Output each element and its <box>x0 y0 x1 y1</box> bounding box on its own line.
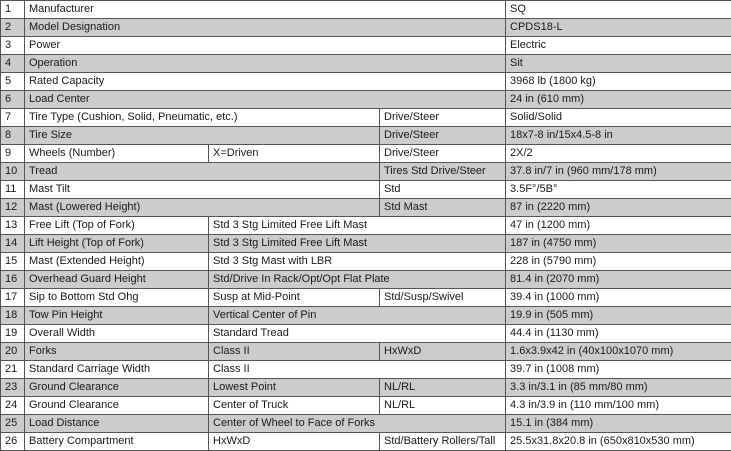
spec-value: 44.4 in (1130 mm) <box>506 325 731 343</box>
spec-label: Tread <box>25 163 380 181</box>
spec-qualifier: HxWxD <box>380 343 506 361</box>
spec-label: Operation <box>25 55 506 73</box>
spec-value: 2X/2 <box>506 145 731 163</box>
spec-label: Tow Pin Height <box>25 307 209 325</box>
row-number: 9 <box>1 145 25 163</box>
spec-condition: Susp at Mid-Point <box>209 289 380 307</box>
spec-qualifier: Std Mast <box>380 199 506 217</box>
table-row <box>1 55 731 73</box>
row-number: 18 <box>1 307 25 325</box>
row-number: 15 <box>1 253 25 271</box>
row-number: 8 <box>1 127 25 145</box>
row-number: 2 <box>1 19 25 37</box>
spec-value: 228 in (5790 mm) <box>506 253 731 271</box>
spec-label: Rated Capacity <box>25 73 506 91</box>
spec-table-body <box>1 1 731 451</box>
spec-value: 25.5x31.8x20.8 in (650x810x530 mm) <box>506 433 731 451</box>
spec-condition: Center of Truck <box>209 397 380 415</box>
spec-label: Overhead Guard Height <box>25 271 209 289</box>
spec-label: Forks <box>25 343 209 361</box>
spec-value: 187 in (4750 mm) <box>506 235 731 253</box>
spec-label: Overall Width <box>25 325 209 343</box>
spec-value: 39.4 in (1000 mm) <box>506 289 731 307</box>
spec-condition: HxWxD <box>209 433 380 451</box>
table-row <box>1 109 731 127</box>
table-row <box>1 289 731 307</box>
row-number: 5 <box>1 73 25 91</box>
row-number: 16 <box>1 271 25 289</box>
spec-qualifier: Tires Std Drive/Steer <box>380 163 506 181</box>
spec-condition: Standard Tread <box>209 325 506 343</box>
row-number: 13 <box>1 217 25 235</box>
spec-label: Load Center <box>25 91 506 109</box>
spec-condition: Std 3 Stg Mast with LBR <box>209 253 506 271</box>
spec-label: Battery Compartment <box>25 433 209 451</box>
row-number: 23 <box>1 379 25 397</box>
row-number: 19 <box>1 325 25 343</box>
row-number: 4 <box>1 55 25 73</box>
spec-value: Solid/Solid <box>506 109 731 127</box>
spec-condition: Std/Drive In Rack/Opt/Opt Flat Plate <box>209 271 506 289</box>
spec-condition: X=Driven <box>209 145 380 163</box>
row-number: 14 <box>1 235 25 253</box>
spec-value: 19.9 in (505 mm) <box>506 307 731 325</box>
spec-value: 18x7-8 in/15x4.5-8 in <box>506 127 731 145</box>
table-row <box>1 181 731 199</box>
spec-condition: Std 3 Stg Limited Free Lift Mast <box>209 217 506 235</box>
spec-label: Free Lift (Top of Fork) <box>25 217 209 235</box>
spec-qualifier: Drive/Steer <box>380 145 506 163</box>
table-row <box>1 253 731 271</box>
row-number: 7 <box>1 109 25 127</box>
spec-qualifier: Drive/Steer <box>380 109 506 127</box>
spec-qualifier: Drive/Steer <box>380 127 506 145</box>
spec-label: Wheels (Number) <box>25 145 209 163</box>
spec-label: Mast (Lowered Height) <box>25 199 380 217</box>
spec-qualifier: Std <box>380 181 506 199</box>
spec-label: Model Designation <box>25 19 506 37</box>
spec-label: Tire Size <box>25 127 380 145</box>
spec-label: Mast Tilt <box>25 181 380 199</box>
spec-label: Load Distance <box>25 415 209 433</box>
row-number: 3 <box>1 37 25 55</box>
spec-value: 3.3 in/3.1 in (85 mm/80 mm) <box>506 379 731 397</box>
spec-qualifier: Std/Susp/Swivel <box>380 289 506 307</box>
spec-value: 1.6x3.9x42 in (40x100x1070 mm) <box>506 343 731 361</box>
table-row <box>1 91 731 109</box>
table-row <box>1 19 731 37</box>
row-number: 24 <box>1 397 25 415</box>
spec-qualifier: Std/Battery Rollers/Tall <box>380 433 506 451</box>
table-row <box>1 271 731 289</box>
spec-value: 15.1 in (384 mm) <box>506 415 731 433</box>
spec-value: Electric <box>506 37 731 55</box>
table-row <box>1 235 731 253</box>
table-row <box>1 73 731 91</box>
table-row <box>1 1 731 19</box>
spec-condition: Class II <box>209 361 506 379</box>
spec-value: Sit <box>506 55 731 73</box>
row-number: 12 <box>1 199 25 217</box>
spec-value: 4.3 in/3.9 in (110 mm/100 mm) <box>506 397 731 415</box>
spec-value: 3968 lb (1800 kg) <box>506 73 731 91</box>
spec-label: Tire Type (Cushion, Solid, Pneumatic, etc.) <box>25 109 380 127</box>
row-number: 11 <box>1 181 25 199</box>
spec-condition: Class II <box>209 343 380 361</box>
spec-value: 39.7 in (1008 mm) <box>506 361 731 379</box>
table-row <box>1 343 731 361</box>
row-number: 20 <box>1 343 25 361</box>
table-row <box>1 325 731 343</box>
table-row <box>1 415 731 433</box>
row-number: 10 <box>1 163 25 181</box>
spec-label: Ground Clearance <box>25 379 209 397</box>
spec-condition: Vertical Center of Pin <box>209 307 506 325</box>
spec-label: Ground Clearance <box>25 397 209 415</box>
spec-value: 37.8 in/7 in (960 mm/178 mm) <box>506 163 731 181</box>
table-row <box>1 379 731 397</box>
row-number: 6 <box>1 91 25 109</box>
spec-label: Power <box>25 37 506 55</box>
table-row <box>1 307 731 325</box>
row-number: 17 <box>1 289 25 307</box>
spec-condition: Lowest Point <box>209 379 380 397</box>
row-number: 26 <box>1 433 25 451</box>
spec-condition: Center of Wheel to Face of Forks <box>209 415 506 433</box>
table-row <box>1 433 731 451</box>
spec-label: Sip to Bottom Std Ohg <box>25 289 209 307</box>
row-number: 21 <box>1 361 25 379</box>
table-row <box>1 361 731 379</box>
spec-value: 81.4 in (2070 mm) <box>506 271 731 289</box>
spec-label: Lift Height (Top of Fork) <box>25 235 209 253</box>
table-row <box>1 217 731 235</box>
table-row <box>1 199 731 217</box>
row-number: 25 <box>1 415 25 433</box>
spec-value: CPDS18-L <box>506 19 731 37</box>
spec-qualifier: NL/RL <box>380 379 506 397</box>
spec-value: 24 in (610 mm) <box>506 91 731 109</box>
table-row <box>1 37 731 55</box>
spec-qualifier: NL/RL <box>380 397 506 415</box>
spec-value: SQ <box>506 1 731 19</box>
table-row <box>1 127 731 145</box>
spec-label: Standard Carriage Width <box>25 361 209 379</box>
table-row <box>1 163 731 181</box>
spec-value: 3.5F°/5B° <box>506 181 731 199</box>
spec-condition: Std 3 Stg Limited Free Lift Mast <box>209 235 506 253</box>
row-number: 1 <box>1 1 25 19</box>
spec-label: Manufacturer <box>25 1 506 19</box>
spec-value: 47 in (1200 mm) <box>506 217 731 235</box>
table-row <box>1 397 731 415</box>
table-row <box>1 145 731 163</box>
spec-label: Mast (Extended Height) <box>25 253 209 271</box>
spec-value: 87 in (2220 mm) <box>506 199 731 217</box>
